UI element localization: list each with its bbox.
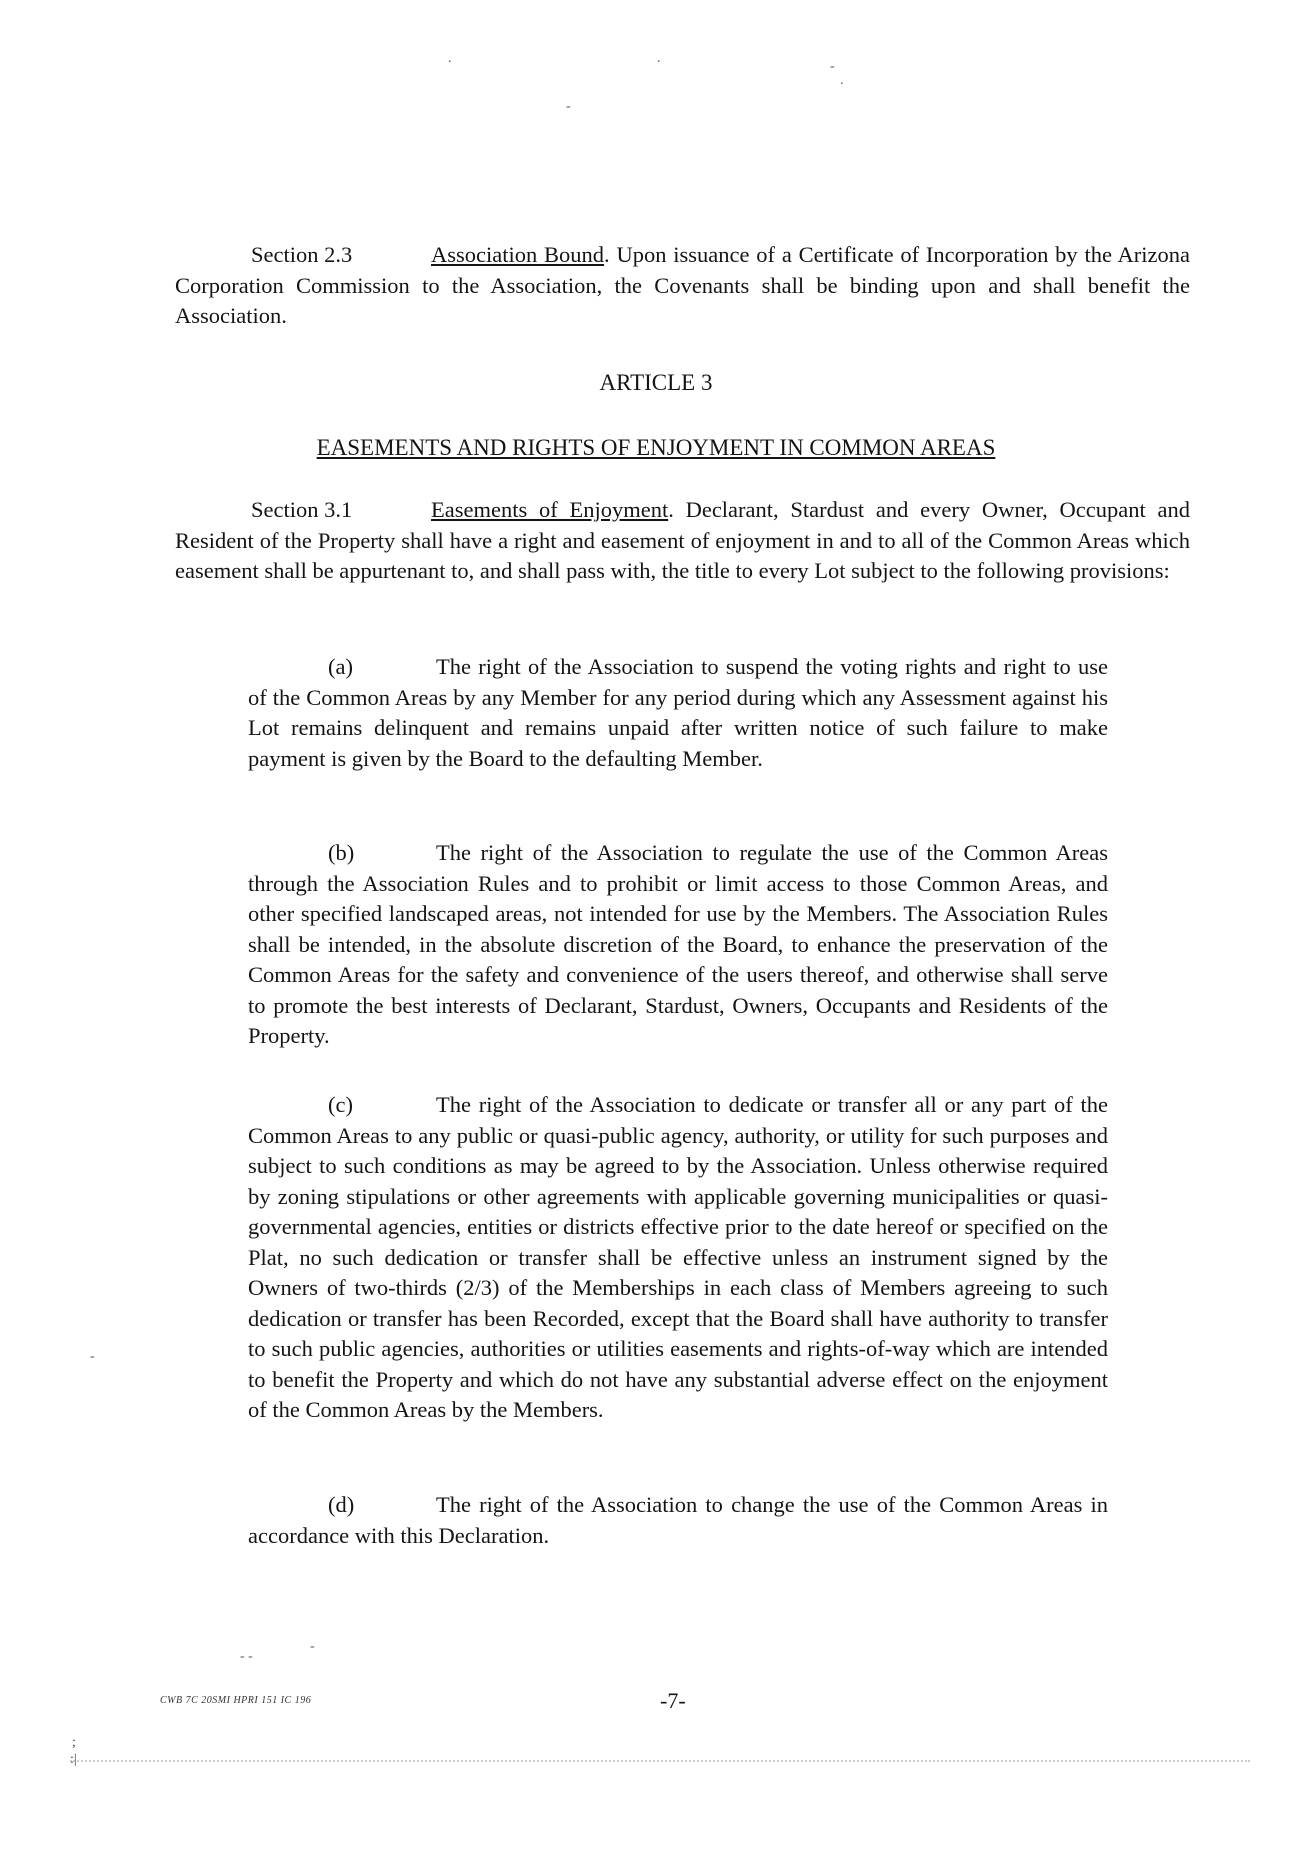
article-title: EASEMENTS AND RIGHTS OF ENJOYMENT IN COMMON AREAS (316, 435, 996, 460)
provision-a-label: (a) (328, 654, 353, 679)
section-2-3-number: Section 2.3 (251, 242, 353, 267)
provision-c-label: (c) (328, 1092, 353, 1117)
provision-c (248, 1090, 1108, 1426)
page-number: -7- (660, 1688, 686, 1713)
provision-a (248, 652, 1108, 774)
scan-speck: - (566, 99, 571, 114)
provision-d-text: The right of the Association to change the use of the Common Areas in accordance with this Declaration. (248, 1492, 1108, 1548)
scan-speck: . (448, 51, 452, 66)
provision-b-text: The right of the Association to regulate the use of the Common Areas through the Association Rules and to prohibit or limit access to those Common Areas, and other specified landscaped areas, not intended for use by the Members. The Association Rules shall be intended, in the absolute discretion of the Board, to enhance the preservation of the Common Areas for the safety and convenience of the users thereof, and otherwise shall serve to promote the best interests of Declarant, Stardust, Owners, Occupants and Residents of the Property. (248, 840, 1108, 1048)
provision-d (248, 1490, 1108, 1551)
section-3-1 (175, 495, 1190, 587)
document-code: CWB 7C 20SMI HPRI 151 IC 196 (160, 1695, 312, 1706)
scan-speck: - (90, 1349, 95, 1364)
provision-a-text: The right of the Association to suspend the voting rights and right to use of the Common Areas by any Member for any period during which any Assessment against his Lot remains delinquent and remains unpaid after written notice of such failure to make payment is given by the Board to the defaulting Member. (248, 654, 1108, 771)
margin-mark: ; (72, 1735, 76, 1750)
scan-speck: . (657, 51, 661, 66)
section-2-3 (175, 240, 1190, 332)
scan-speck: - (310, 1639, 315, 1654)
provision-b-label: (b) (328, 840, 355, 865)
section-2-3-text: . Upon issuance of a Certificate of Incorporation by the Arizona Corporation Commission to the Association, the Covenants shall be binding upon and shall benefit the Association. (175, 242, 1190, 328)
scan-speck: - (830, 59, 835, 74)
scan-noise-line (70, 1760, 1250, 1762)
provision-d-label: (d) (328, 1492, 355, 1517)
section-3-1-number: Section 3.1 (251, 497, 353, 522)
section-3-1-title: Easements of Enjoyment (431, 497, 669, 522)
margin-mark: :| (70, 1752, 77, 1767)
provision-b (248, 838, 1108, 1052)
section-3-1-text: . Declarant, Stardust and every Owner, Occupant and Resident of the Property shall have a right and easement of enjoyment in and to all of the Common Areas which easement shall be appurtenant to, and shall pass with, the title to every Lot subject to the following provisions: (175, 497, 1190, 583)
section-2-3-title: Association Bound (431, 242, 605, 267)
scan-speck: . (840, 73, 844, 88)
scan-speck: - - (240, 1649, 253, 1664)
provision-c-text: The right of the Association to dedicate or transfer all or any part of the Common Areas to any public or quasi-public agency, authority, or utility for such purposes and subject to such conditions as may be agreed to by the Association. Unless otherwise required by zoning stipulations or other agreements with applicable governing municipalities or quasi-governmental agencies, entities or districts effective prior to the date hereof or specified on the Plat, no such dedication or transfer shall be effective unless an instrument signed by the Owners of two-thirds (2/3) of the Memberships in each class of Members agreeing to such dedication or transfer has been Recorded, except that the Board shall have authority to transfer to such public agencies, authorities or utilities easements and rights-of-way which are intended to benefit the Property and which do not have any substantial adverse effect on the enjoyment of the Common Areas by the Members. (248, 1092, 1108, 1422)
article-heading: ARTICLE 3 (599, 370, 713, 395)
